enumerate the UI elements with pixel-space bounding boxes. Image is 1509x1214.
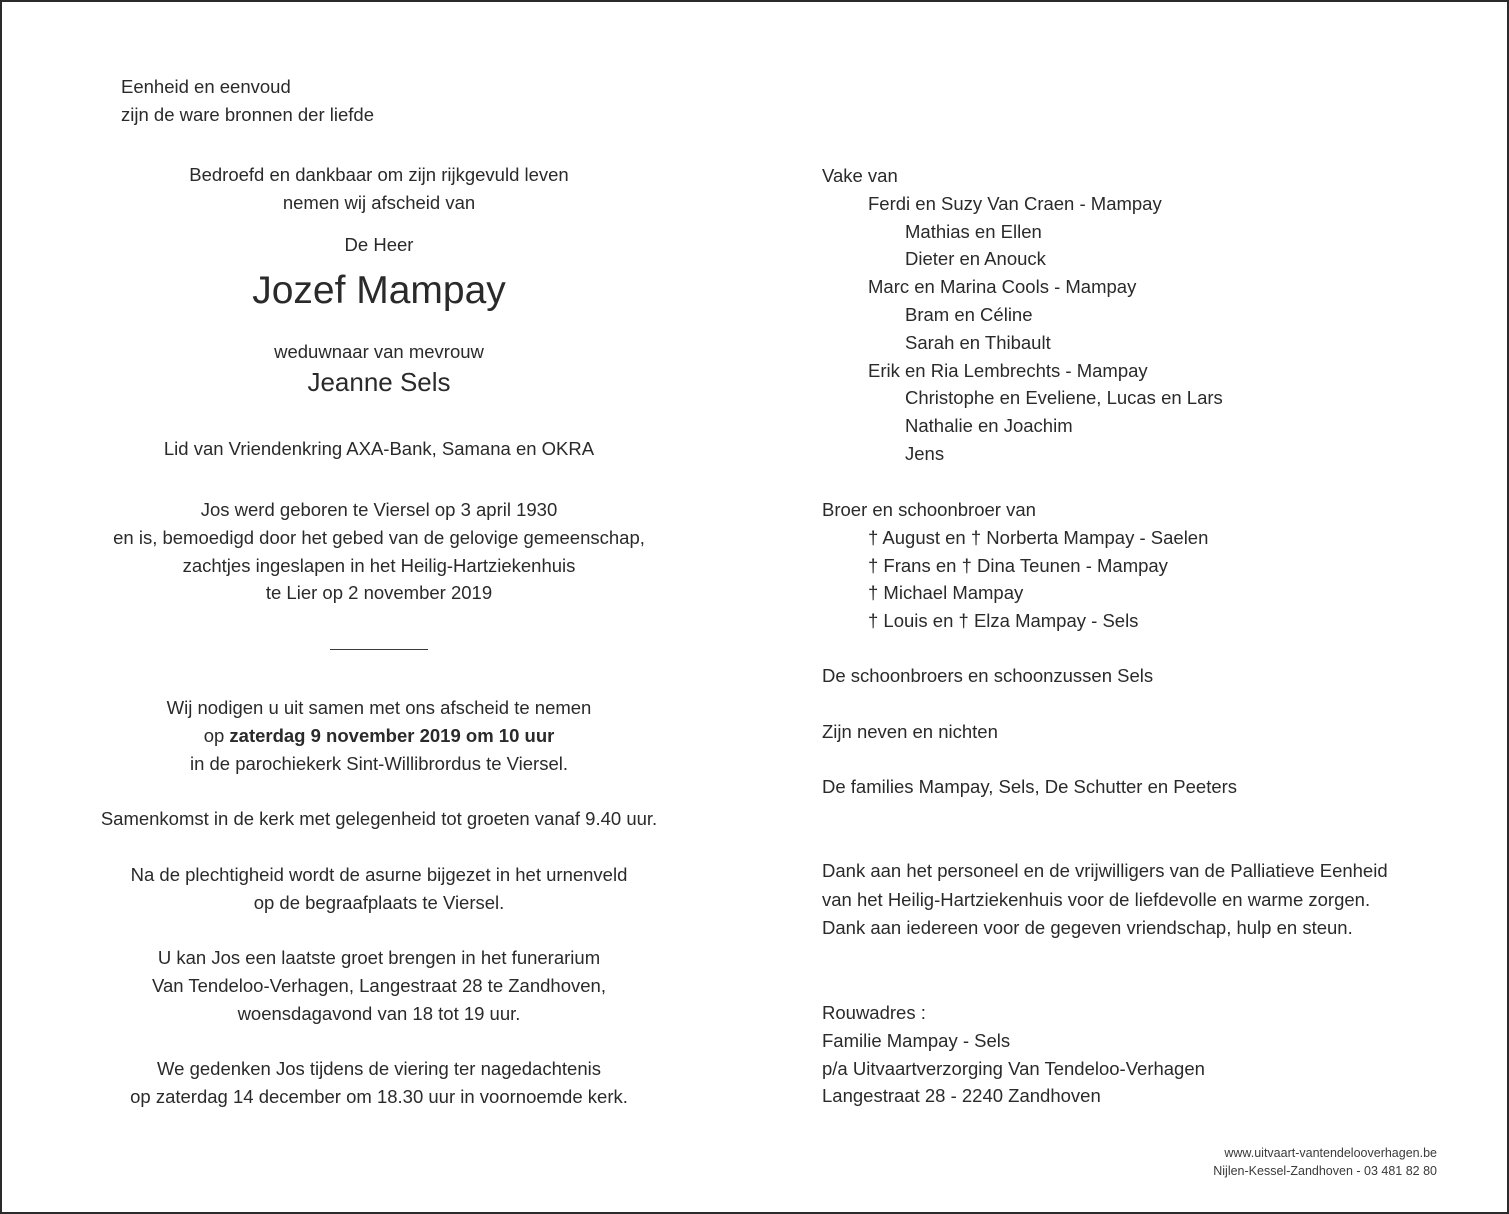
website-text: www.uitvaart-vantendelooverhagen.be (1224, 1146, 1437, 1160)
birth-death-line: Jos werd geboren te Viersel op 3 april 1930 (200, 499, 558, 520)
birth-death-text (79, 496, 679, 607)
intro-text (79, 161, 679, 217)
intro-line: nemen wij afscheid van (282, 191, 476, 213)
gathering-text: Samenkomst in de kerk met gelegenheid tot groeten vanaf 9.40 uur. (100, 808, 658, 829)
siblings-list (822, 496, 1208, 635)
viewing-line: woensdagavond van 18 tot 19 uur. (237, 1002, 521, 1024)
birth-death-line: te Lier op 2 november 2019 (265, 582, 493, 604)
grandchild: Nathalie en Joachim (905, 415, 1073, 437)
grandchild: Sarah en Thibault (905, 331, 1051, 353)
grandchild: Christophe en Eveliene, Lucas en Lars (905, 387, 1223, 409)
invite-date-line (79, 722, 679, 750)
thanks-line: van het Heilig-Hartziekenhuis voor de liefdevolle en warme zorgen. (822, 888, 1371, 910)
in-laws-text: De schoonbroers en schoonzussen Sels (822, 665, 1154, 686)
grandchild: Mathias en Ellen (905, 220, 1042, 242)
sibling-entry: † August en † Norberta Mampay - Saelen (868, 526, 1209, 548)
siblings-heading: Broer en schoonbroer van (822, 499, 1036, 520)
funeral-home-footer (1213, 1144, 1437, 1180)
thanks-line: Dank aan iedereen voor de gegeven vriendschap, hulp en steun. (822, 917, 1353, 939)
address-label: Rouwadres : (822, 1002, 926, 1023)
child-couple: Erik en Ria Lembrechts - Mampay (868, 359, 1148, 381)
memorial-line: We gedenken Jos tijdens de viering ter nagedachtenis (157, 1058, 601, 1079)
divider-line (330, 649, 428, 650)
motto-line: zijn de ware bronnen der liefde (121, 103, 374, 125)
families-text: De families Mampay, Sels, De Schutter en Peeters (822, 776, 1238, 797)
viewing-text (79, 944, 679, 1027)
sibling-entry: † Michael Mampay (868, 582, 1024, 604)
urn-line: op de begraafplaats te Viersel. (253, 891, 505, 913)
address-line: p/a Uitvaartverzorging Van Tendeloo-Verhagen (822, 1057, 1205, 1079)
grandchild: Bram en Céline (905, 303, 1033, 325)
motto (121, 73, 374, 129)
family-list (822, 162, 1223, 468)
intro-line: Bedroefd en dankbaar om zijn rijkgevuld leven (189, 164, 569, 185)
invite-line: Wij nodigen u uit samen met ons afscheid te nemen (166, 697, 592, 718)
sibling-entry: † Louis en † Elza Mampay - Sels (868, 610, 1139, 632)
widow-intro: weduwnaar van mevrouw (274, 341, 484, 362)
deceased-name: Jozef Mampay (252, 269, 506, 312)
grandfather-heading: Vake van (822, 165, 898, 186)
grandchild: Jens (905, 442, 945, 464)
spouse-name: Jeanne Sels (307, 367, 451, 397)
memorial-line: op zaterdag 14 december om 18.30 uur in voornoemde kerk. (130, 1085, 628, 1107)
address-line: Langestraat 28 - 2240 Zandhoven (822, 1085, 1101, 1107)
child-couple: Ferdi en Suzy Van Craen - Mampay (868, 192, 1162, 214)
viewing-line: U kan Jos een laatste groet brengen in het funerarium (157, 947, 601, 968)
thanks-line: Dank aan het personeel en de vrijwilligers van de Palliatieve Eenheid (822, 860, 1388, 881)
ceremony-date: zaterdag 9 november 2019 om 10 uur (229, 724, 555, 746)
urn-text (79, 861, 679, 917)
invite-line: in de parochiekerk Sint-Willibrordus te Viersel. (189, 752, 569, 774)
membership-text: Lid van Vriendenkring AXA-Bank, Samana en OKRA (163, 438, 595, 459)
sibling-entry: † Frans en † Dina Teunen - Mampay (868, 554, 1168, 576)
motto-line: Eenheid en eenvoud (121, 76, 291, 97)
ceremony-invitation (79, 694, 679, 777)
viewing-line: Van Tendeloo-Verhagen, Langestraat 28 te Zandhoven, (152, 974, 606, 996)
grandchild: Dieter en Anouck (905, 248, 1046, 270)
locations-phone-text: Nijlen-Kessel-Zandhoven - 03 481 82 80 (1213, 1164, 1437, 1178)
mourning-address (822, 999, 1205, 1110)
honorific: De Heer (344, 234, 414, 255)
thanks-text (822, 857, 1388, 943)
birth-death-line: zachtjes ingeslapen in het Heilig-Hartziekenhuis (182, 554, 576, 576)
memorial-text (79, 1055, 679, 1111)
cousins-text: Zijn neven en nichten (822, 721, 998, 742)
child-couple: Marc en Marina Cools - Mampay (868, 276, 1137, 298)
address-line: Familie Mampay - Sels (822, 1029, 1011, 1051)
birth-death-line: en is, bemoedigd door het gebed van de gelovige gemeenschap, (113, 526, 645, 548)
invite-prefix: op (203, 724, 230, 746)
urn-line: Na de plechtigheid wordt de asurne bijgezet in het urnenveld (130, 864, 628, 885)
